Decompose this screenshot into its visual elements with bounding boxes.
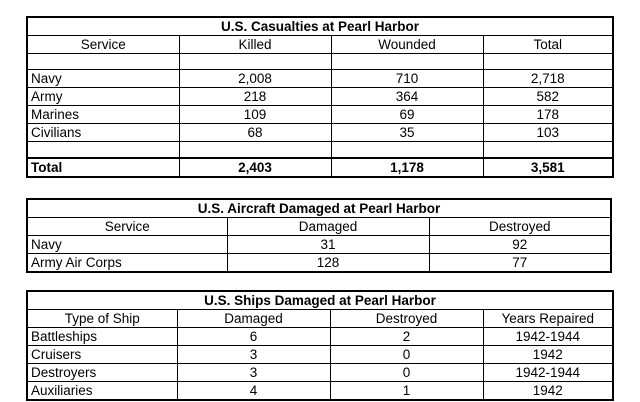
damaged-cell: 3: [177, 346, 330, 364]
table-row: [27, 346, 613, 364]
total-cell: 2,718: [483, 70, 613, 88]
table-row: [27, 124, 613, 142]
damaged-cell: 4: [177, 382, 330, 401]
aircraft-title: U.S. Aircraft Damaged at Pearl Harbor: [27, 199, 611, 218]
casualties-header-wounded: Wounded: [331, 36, 483, 54]
service-cell: Marines: [27, 106, 179, 124]
table-row: [27, 254, 611, 273]
table-row: [27, 382, 613, 401]
casualties-header-killed: Killed: [179, 36, 331, 54]
service-cell: Navy: [27, 70, 179, 88]
ships-header-type: Type of Ship: [27, 310, 177, 328]
total-row: [27, 158, 613, 177]
spacer-row: [27, 142, 613, 159]
damaged-cell: 3: [177, 364, 330, 382]
ship-type-cell: Battleships: [27, 328, 177, 346]
wounded-cell: 710: [331, 70, 483, 88]
aircraft-header-service: Service: [27, 218, 227, 236]
years-cell: 1942-1944: [483, 364, 613, 382]
total-total: 3,581: [483, 158, 613, 177]
years-cell: 1942-1944: [483, 328, 613, 346]
total-cell: 582: [483, 88, 613, 106]
destroyed-cell: 2: [330, 328, 483, 346]
table-row: [27, 106, 613, 124]
service-cell: Army: [27, 88, 179, 106]
damaged-cell: 6: [177, 328, 330, 346]
casualties-header-service: Service: [27, 36, 179, 54]
table-row: [27, 236, 611, 254]
killed-cell: 2,008: [179, 70, 331, 88]
destroyed-cell: 0: [330, 346, 483, 364]
destroyed-cell: 77: [429, 254, 611, 273]
ships-table: [26, 290, 614, 401]
total-cell: 178: [483, 106, 613, 124]
aircraft-table: [26, 198, 612, 273]
total-label: Total: [27, 158, 179, 177]
ships-title: U.S. Ships Damaged at Pearl Harbor: [27, 291, 613, 310]
spacer-row: [27, 54, 613, 70]
total-wounded: 1,178: [331, 158, 483, 177]
total-killed: 2,403: [179, 158, 331, 177]
casualties-title: U.S. Casualties at Pearl Harbor: [27, 17, 613, 36]
killed-cell: 109: [179, 106, 331, 124]
ship-type-cell: Cruisers: [27, 346, 177, 364]
service-cell: Civilians: [27, 124, 179, 142]
service-cell: Navy: [27, 236, 227, 254]
casualties-table: [26, 16, 614, 178]
service-cell: Army Air Corps: [27, 254, 227, 273]
ship-type-cell: Destroyers: [27, 364, 177, 382]
wounded-cell: 35: [331, 124, 483, 142]
table-row: [27, 88, 613, 106]
killed-cell: 68: [179, 124, 331, 142]
total-cell: 103: [483, 124, 613, 142]
ships-header-years: Years Repaired: [483, 310, 613, 328]
damaged-cell: 31: [227, 236, 429, 254]
aircraft-header-damaged: Damaged: [227, 218, 429, 236]
table-row: [27, 70, 613, 88]
casualties-header-total: Total: [483, 36, 613, 54]
ship-type-cell: Auxiliaries: [27, 382, 177, 401]
ships-header-destroyed: Destroyed: [330, 310, 483, 328]
wounded-cell: 69: [331, 106, 483, 124]
destroyed-cell: 1: [330, 382, 483, 401]
killed-cell: 218: [179, 88, 331, 106]
destroyed-cell: 0: [330, 364, 483, 382]
aircraft-header-destroyed: Destroyed: [429, 218, 611, 236]
table-row: [27, 364, 613, 382]
years-cell: 1942: [483, 346, 613, 364]
ships-header-damaged: Damaged: [177, 310, 330, 328]
destroyed-cell: 92: [429, 236, 611, 254]
damaged-cell: 128: [227, 254, 429, 273]
wounded-cell: 364: [331, 88, 483, 106]
years-cell: 1942: [483, 382, 613, 401]
table-row: [27, 328, 613, 346]
